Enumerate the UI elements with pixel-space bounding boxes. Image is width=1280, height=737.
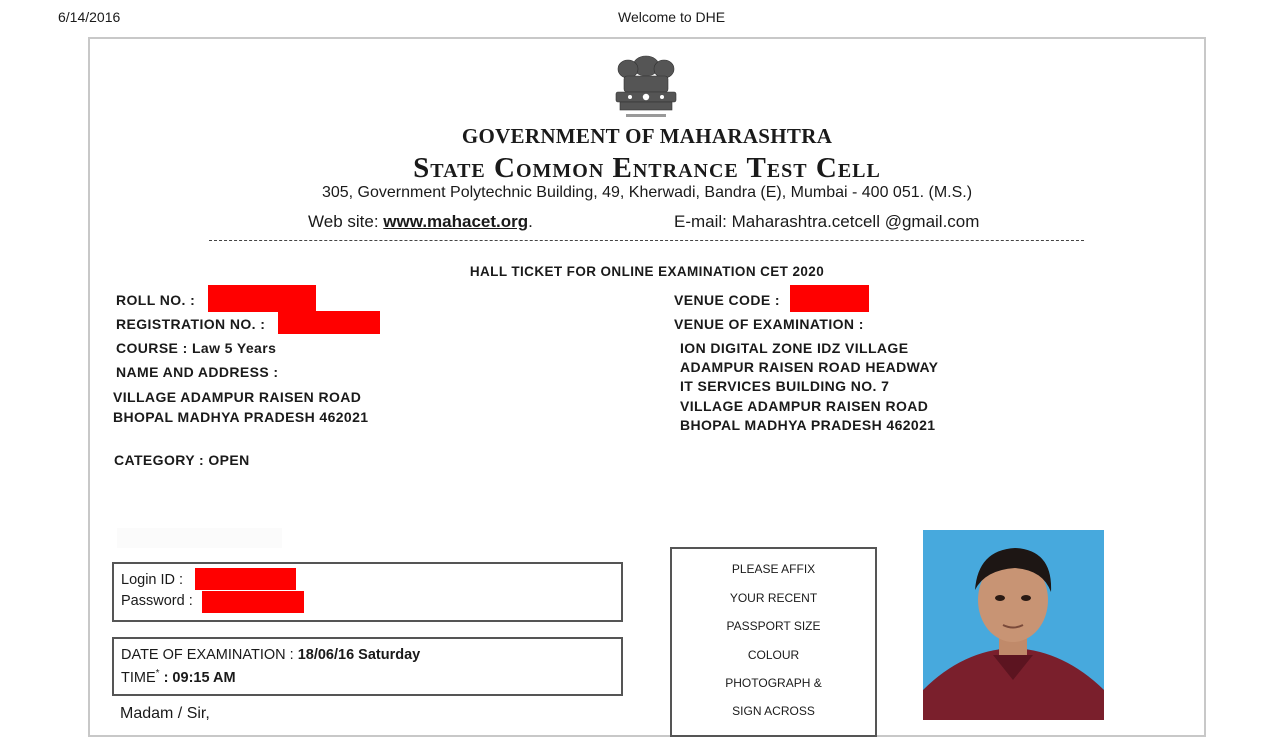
exam-date-line (121, 647, 420, 663)
hall-ticket-title: HALL TICKET FOR ONLINE EXAMINATION CET 2020 (469, 264, 825, 279)
exam-date-label: DATE OF EXAMINATION : (121, 647, 294, 663)
website-label: Web site: (308, 212, 379, 231)
exam-date-value: 18/06/16 Saturday (297, 647, 421, 663)
password-redaction (202, 591, 304, 613)
exam-time-value: : 09:15 AM (163, 669, 236, 686)
login-id-label: Login ID : (121, 572, 184, 588)
registration-no-redaction (278, 311, 380, 334)
email-label: E-mail: (674, 212, 727, 231)
exam-time-mark: * (155, 668, 160, 679)
password-label: Password : (121, 593, 193, 609)
venue-code-redaction (790, 285, 869, 312)
national-emblem-icon (598, 52, 694, 122)
website-link[interactable]: www.mahacet.org (383, 212, 529, 231)
office-address: 305, Government Polytechnic Building, 49, Kherwadi, Bandra (E), Mumbai - 400 051. (M.S.) (321, 184, 973, 201)
affix-instruction-line-4: COLOUR (747, 648, 800, 662)
government-heading: GOVERNMENT OF MAHARASHTRA (461, 124, 833, 148)
category-label: CATEGORY : (114, 452, 205, 468)
course-label: COURSE : (116, 340, 188, 356)
venue-address-line-5: BHOPAL MADHYA PRADESH 462021 (680, 417, 936, 433)
venue-address-line-3: IT SERVICES BUILDING NO. 7 (680, 378, 890, 394)
affix-instruction-line-3: PASSPORT SIZE (726, 619, 821, 633)
venue-address-line-1: ION DIGITAL ZONE IDZ VILLAGE (680, 340, 909, 356)
website-line (308, 212, 533, 232)
cet-cell-heading: State Common Entrance Test Cell (413, 152, 881, 184)
email-value: Maharashtra.cetcell @gmail.com (731, 212, 980, 231)
venue-address-line-4: VILLAGE ADAMPUR RAISEN ROAD (680, 398, 929, 414)
roll-no-redaction (208, 285, 316, 312)
exam-time-line (121, 668, 236, 686)
category-line (114, 452, 250, 468)
salutation: Madam / Sir, (120, 705, 210, 722)
roll-no-label: ROLL NO. : (116, 292, 196, 308)
email-line (674, 212, 979, 232)
candidate-address-line-2: BHOPAL MADHYA PRADESH 462021 (113, 409, 369, 425)
candidate-photo (923, 530, 1104, 720)
affix-instruction-line-2: YOUR RECENT (729, 591, 818, 605)
venue-address-line-2: ADAMPUR RAISEN ROAD HEADWAY (680, 359, 939, 375)
venue-code-label: VENUE CODE : (674, 292, 780, 308)
course-value: Law 5 Years (191, 340, 277, 356)
course-line (116, 340, 276, 356)
login-id-redaction (195, 568, 296, 590)
venue-label: VENUE OF EXAMINATION : (674, 316, 864, 332)
candidate-address-line-1: VILLAGE ADAMPUR RAISEN ROAD (113, 389, 362, 405)
affix-instruction-line-1: PLEASE AFFIX (731, 562, 816, 576)
registration-no-label: REGISTRATION NO. : (116, 316, 266, 332)
affix-instruction-line-6: SIGN ACROSS (732, 704, 815, 718)
login-credentials-box (112, 562, 623, 622)
name-address-label: NAME AND ADDRESS : (116, 364, 279, 380)
website-suffix: . (528, 212, 533, 231)
print-page-title: Welcome to DHE (618, 9, 726, 25)
category-value: OPEN (208, 452, 250, 468)
print-date: 6/14/2016 (58, 9, 121, 25)
affix-instruction-line-5: PHOTOGRAPH & (725, 676, 822, 690)
dashed-divider (209, 240, 1084, 241)
exam-schedule-box (112, 637, 623, 696)
faded-text-area (117, 528, 282, 548)
exam-time-label: TIME (121, 669, 156, 686)
